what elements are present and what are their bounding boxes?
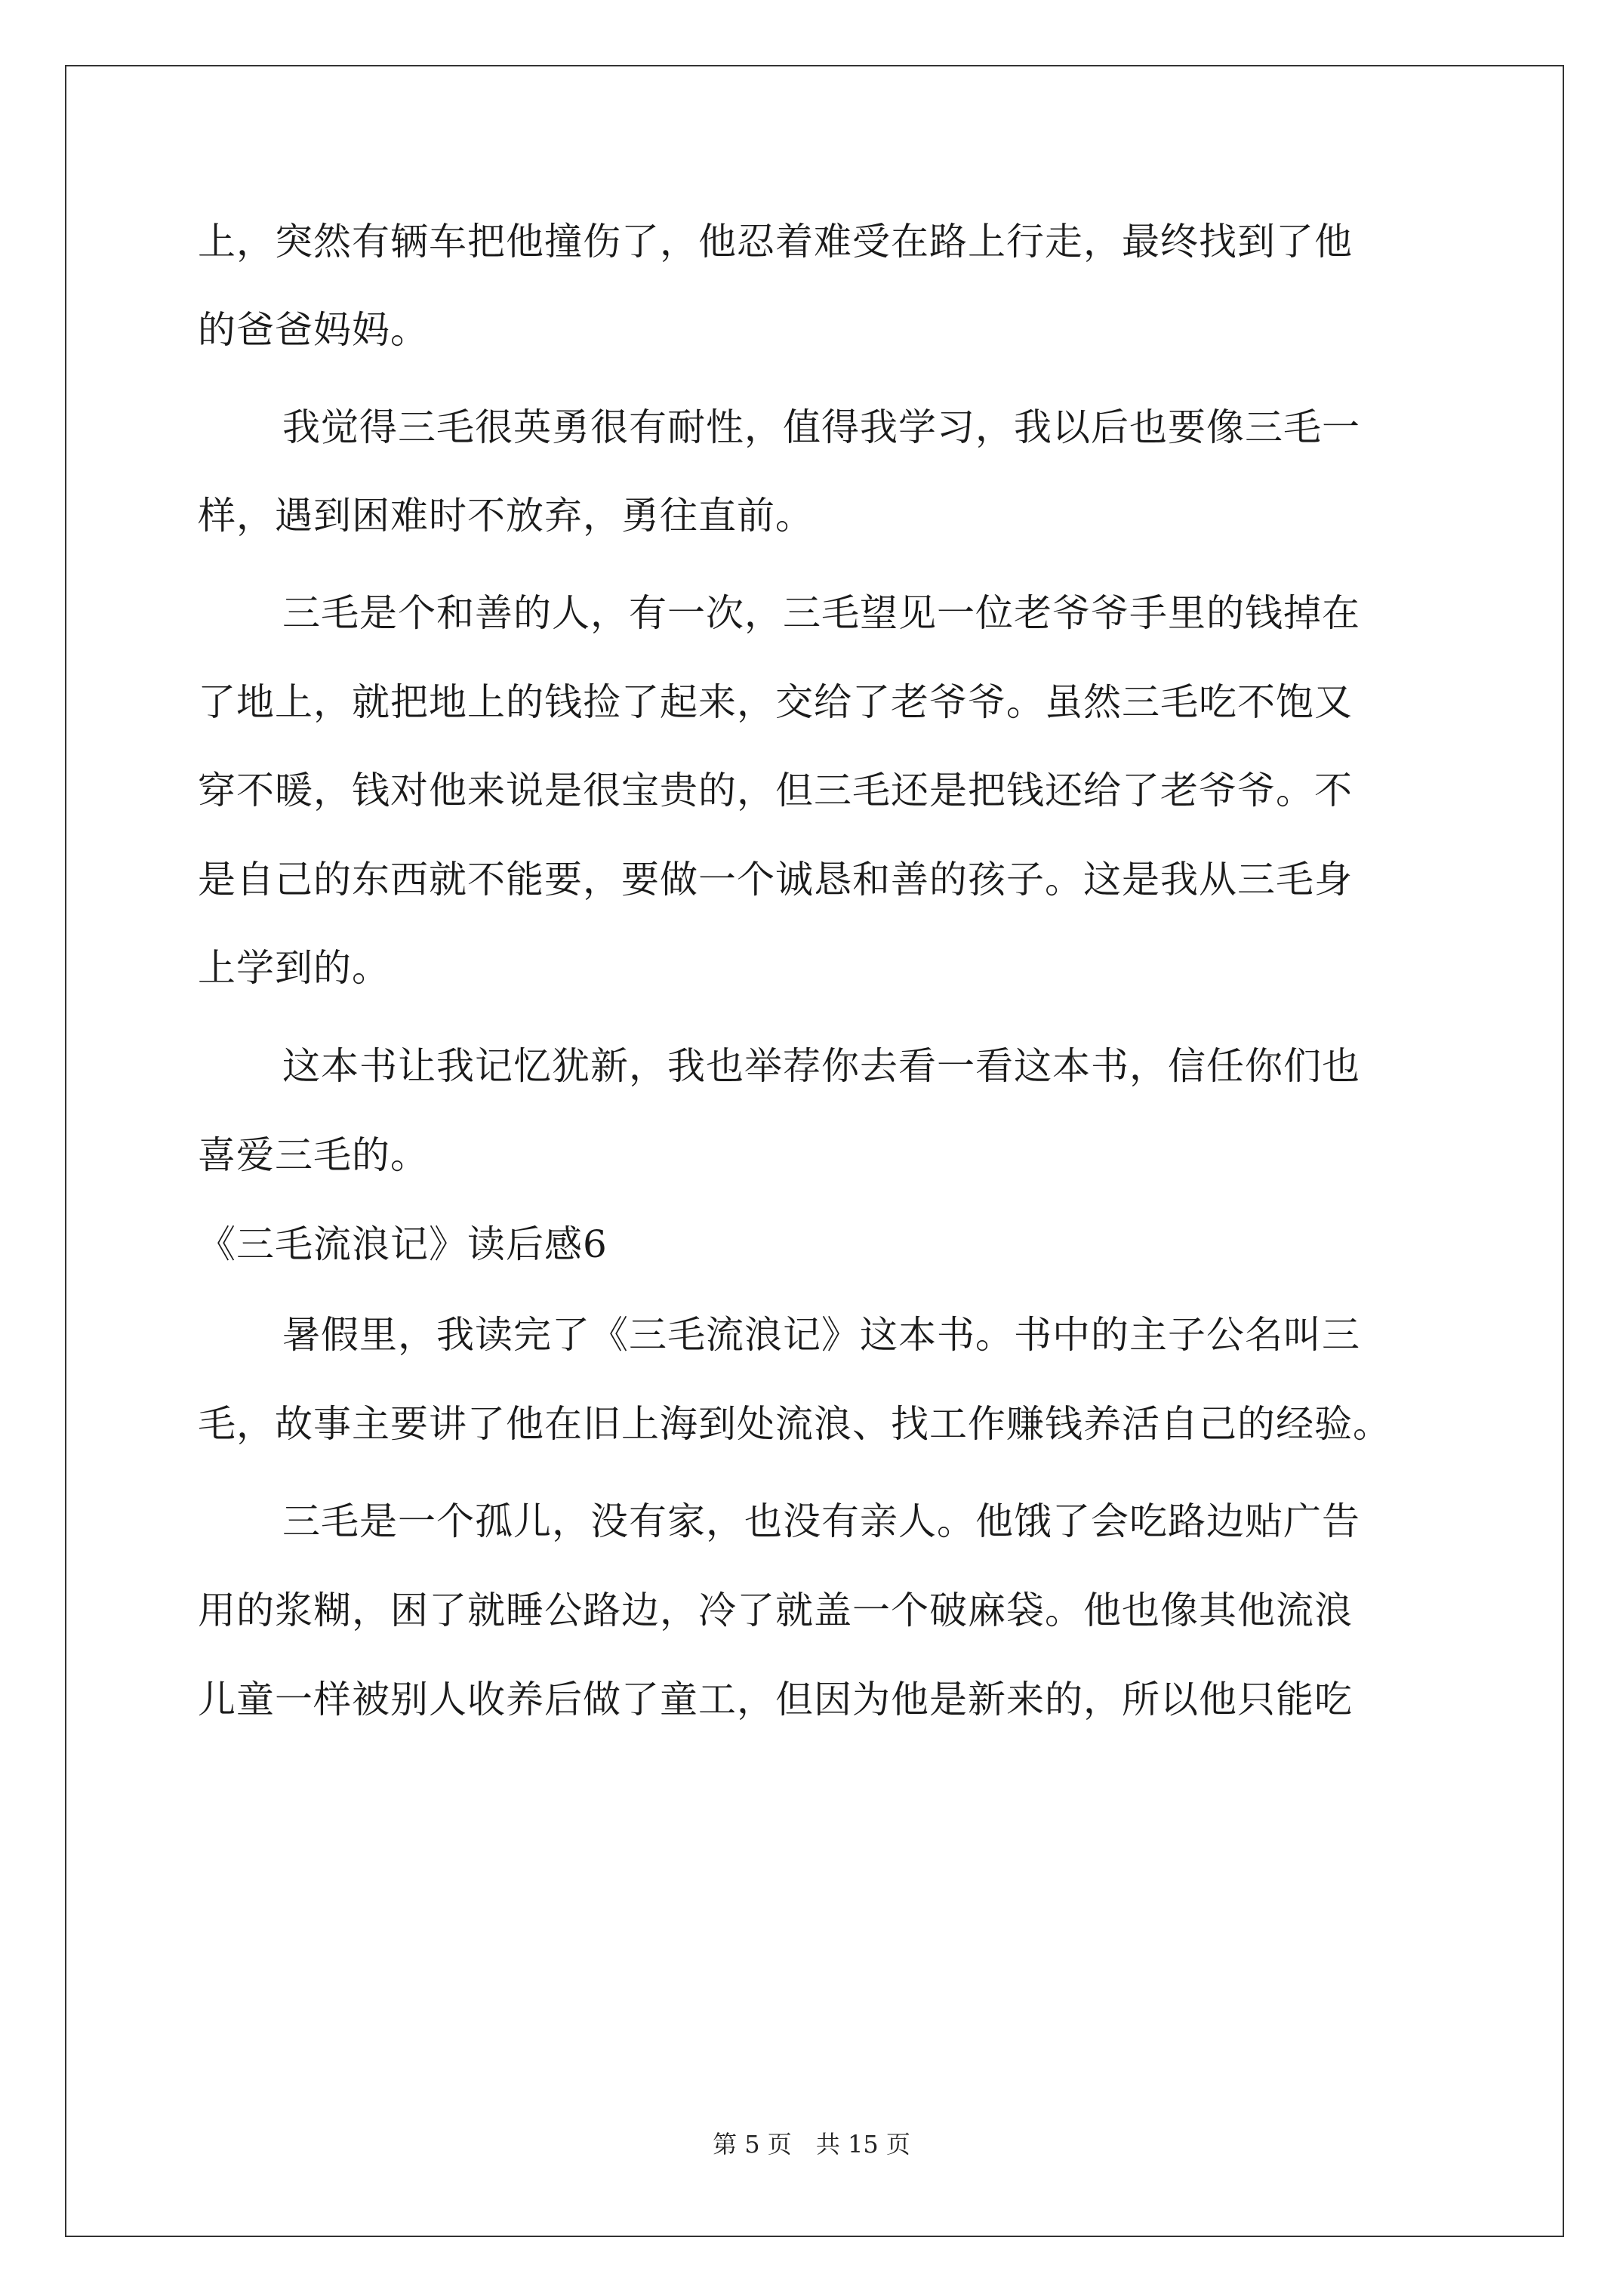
text-line: 穿不暖，钱对他来说是很宝贵的，但三毛还是把钱还给了老爷爷。不 (198, 769, 1353, 812)
page-total: 共 15 页 (815, 2130, 910, 2159)
text-line: 儿童一样被别人收养后做了童工，但因为他是新来的，所以他只能吃 (198, 1678, 1353, 1721)
text-line: 样，遇到困难时不放弃，勇往直前。 (198, 494, 814, 538)
page-number: 第 5 页 (713, 2130, 792, 2159)
section-heading: 《三毛流浪记》读后感6 (198, 1222, 608, 1266)
text-line: 喜爱三毛的。 (198, 1133, 429, 1177)
paragraph-start: 三毛是一个孤儿，没有家，也没有亲人。他饿了会吃路边贴广告 (282, 1499, 1360, 1543)
text-line: 上学到的。 (198, 946, 390, 990)
paragraph-start: 暑假里，我读完了《三毛流浪记》这本书。书中的主子公名叫三 (282, 1313, 1360, 1357)
paragraph-start: 这本书让我记忆犹新，我也举荐你去看一看这本书，信任你们也 (282, 1044, 1360, 1088)
paragraph-start: 我觉得三毛很英勇很有耐性，值得我学习，我以后也要像三毛一 (282, 405, 1360, 449)
paragraph-start: 三毛是个和善的人，有一次，三毛望见一位老爷爷手里的钱掉在 (282, 591, 1360, 635)
page-footer (0, 2129, 1623, 2159)
text-line: 毛，故事主要讲了他在旧上海到处流浪、找工作赚钱养活自己的经验。 (198, 1402, 1391, 1446)
text-line: 用的浆糊，困了就睡公路边，冷了就盖一个破麻袋。他也像其他流浪 (198, 1589, 1353, 1632)
text-line: 上，突然有辆车把他撞伤了，他忍着难受在路上行走，最终找到了他 (198, 220, 1353, 264)
text-line: 是自己的东西就不能要，要做一个诚恳和善的孩子。这是我从三毛身 (198, 858, 1353, 901)
text-line: 了地上，就把地上的钱捡了起来，交给了老爷爷。虽然三毛吃不饱又 (198, 680, 1353, 724)
text-line: 的爸爸妈妈。 (198, 308, 429, 352)
